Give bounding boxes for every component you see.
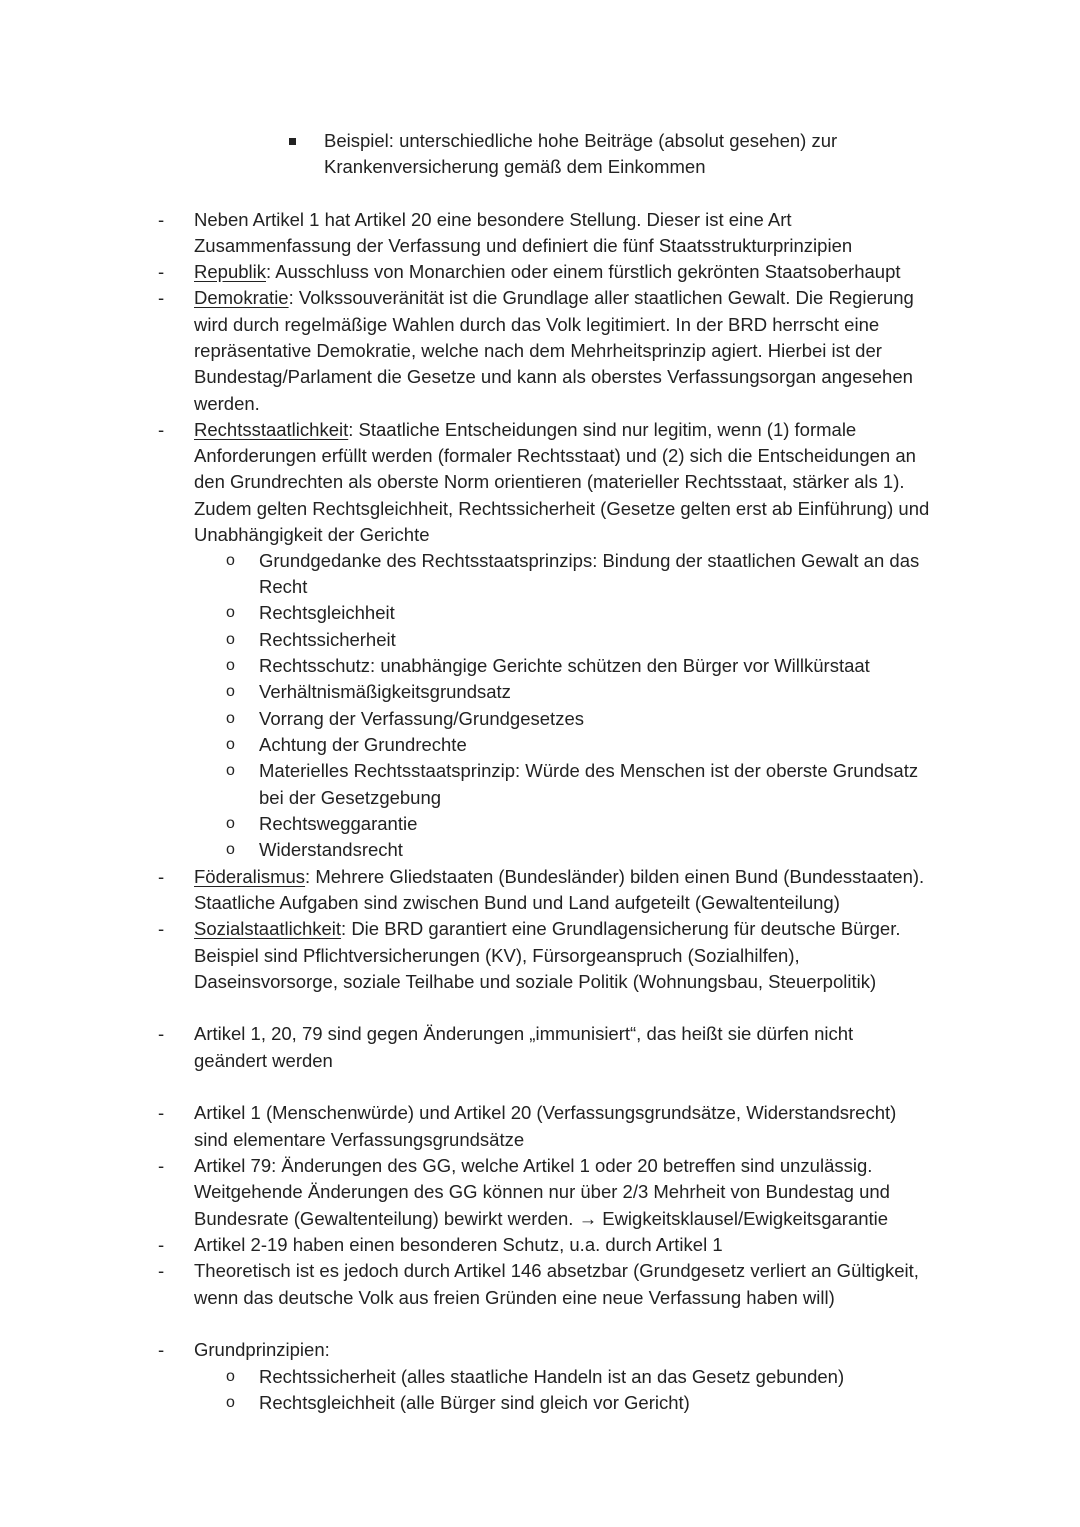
circle-bullet-icon: o [226, 657, 235, 674]
sub-item-grundrechte: Achtung der Grundrechte [259, 734, 467, 755]
dash-bullet-icon: - [158, 209, 165, 230]
rechtsstaat-line-4: Zudem gelten Rechtsgleichheit, Rechtssicherheit (Gesetze gelten erst ab Einführung) und [194, 498, 930, 519]
sub-item-materiell-2: bei der Gesetzgebung [259, 787, 442, 808]
sozialstaat-term: Sozialstaatlichkeit [194, 918, 342, 939]
sub-item-verhaeltnismaessigkeit: Verhältnismäßigkeitsgrundsatz [259, 681, 511, 702]
circle-bullet-icon: o [226, 815, 235, 832]
immunisiert-line-2: geändert werden [194, 1050, 333, 1071]
circle-bullet-icon: o [226, 841, 235, 858]
example-line-1: Beispiel: unterschiedliche hohe Beiträge (absolut gesehen) zur [324, 130, 838, 151]
demokratie-line-4: Bundestag/Parlament die Gesetze und kann als oberstes Verfassungsorgan angesehen [194, 366, 913, 387]
rechtsstaat-line-3: den Grundrechten als oberste Norm orientieren (materieller Rechtsstaat, stärker als 1). [194, 471, 905, 492]
circle-bullet-icon: o [226, 552, 235, 569]
dash-bullet-icon: - [158, 287, 165, 308]
rechtsstaat-line-2: Anforderungen erfüllt werden (formaler Rechtsstaat) und (2) sich die Entscheidungen an [194, 445, 916, 466]
circle-bullet-icon: o [226, 604, 235, 621]
rechtsstaat-text: : Staatliche Entscheidungen sind nur legitim, wenn (1) formale [348, 419, 857, 440]
foederalismus-term: Föderalismus [194, 866, 306, 887]
dash-bullet-icon: - [158, 1234, 165, 1255]
artikel146-line-2: wenn das deutsche Volk aus freien Gründen eine neue Verfassung haben will) [194, 1287, 835, 1308]
demokratie-line-5: werden. [194, 393, 260, 414]
immunisiert-line-1: Artikel 1, 20, 79 sind gegen Änderungen „immunisiert“, das heißt sie dürfen nicht [194, 1023, 854, 1044]
dash-bullet-icon: - [158, 261, 165, 282]
sub-item-rechtsgleichheit: Rechtsgleichheit [259, 602, 395, 623]
grundprinzip-rechtssicherheit: Rechtssicherheit (alles staatliche Handeln ist an das Gesetz gebunden) [259, 1366, 845, 1387]
dash-bullet-icon: - [158, 1339, 165, 1360]
sozialstaat-line-3: Daseinsvorsorge, soziale Teilhabe und soziale Politik (Wohnungsbau, Steuerpolitik) [194, 971, 877, 992]
sozialstaat-line-2: Beispiel sind Pflichtversicherungen (KV), Fürsorgeanspruch (Sozialhilfen), [194, 945, 800, 966]
grundprinzipien-title: Grundprinzipien: [194, 1339, 330, 1360]
foederalismus-text: : Mehrere Gliedstaaten (Bundesländer) bilden einen Bund (Bundesstaaten). [305, 866, 925, 887]
republik-line [194, 259, 901, 285]
sub-item-vorrang: Vorrang der Verfassung/Grundgesetzes [259, 708, 584, 729]
foederalismus-line-1 [194, 864, 924, 890]
demokratie-text: : Volkssouveränität ist die Grundlage aller staatlichen Gewalt. Die Regierung [288, 287, 914, 308]
dash-bullet-icon: - [158, 1102, 165, 1123]
demokratie-line-1 [194, 285, 914, 311]
sozialstaat-text: : Die BRD garantiert eine Grundlagensicherung für deutsche Bürger. [341, 918, 901, 939]
artikel146-line-1: Theoretisch ist es jedoch durch Artikel 146 absetzbar (Grundgesetz verliert an Gültigkeit, [194, 1260, 919, 1281]
dash-bullet-icon: - [158, 866, 165, 887]
dash-bullet-icon: - [158, 1023, 165, 1044]
circle-bullet-icon: o [226, 710, 235, 727]
dash-bullet-icon: - [158, 918, 165, 939]
republik-term: Republik [194, 261, 266, 282]
sozialstaat-line-1 [194, 916, 900, 942]
sub-item-materiell-1: Materielles Rechtsstaatsprinzip: Würde des Menschen ist der oberste Grundsatz [259, 760, 919, 781]
artikel20-intro-line-2: Zusammenfassung der Verfassung und definiert die fünf Staatsstrukturprinzipien [194, 235, 853, 256]
sub-item-grundgedanke-1: Grundgedanke des Rechtsstaatsprinzips: Bindung der staatlichen Gewalt an das [259, 550, 920, 571]
demokratie-line-2: wird durch regelmäßige Wahlen durch das Volk legitimiert. In der BRD herrscht eine [194, 314, 880, 335]
circle-bullet-icon: o [226, 1394, 235, 1411]
artikel79-line-1: Artikel 79: Änderungen des GG, welche Artikel 1 oder 20 betreffen sind unzulässig. [194, 1155, 873, 1176]
demokratie-line-3: repräsentative Demokratie, welche nach dem Mehrheitsprinzip agiert. Hierbei ist der [194, 340, 882, 361]
circle-bullet-icon: o [226, 1368, 235, 1385]
dash-bullet-icon: - [158, 419, 165, 440]
elementar-line-1: Artikel 1 (Menschenwürde) und Artikel 20 (Verfassungsgrundsätze, Widerstandsrecht) [194, 1102, 897, 1123]
example-line-2: Krankenversicherung gemäß dem Einkommen [324, 156, 706, 177]
artikel20-intro-line-1: Neben Artikel 1 hat Artikel 20 eine besondere Stellung. Dieser ist eine Art [194, 209, 792, 230]
circle-bullet-icon: o [226, 683, 235, 700]
sub-item-grundgedanke-2: Recht [259, 576, 308, 597]
rechtsstaat-line-1 [194, 417, 856, 443]
foederalismus-line-2: Staatliche Aufgaben sind zwischen Bund und Land aufgeteilt (Gewaltenteilung) [194, 892, 840, 913]
artikel79-line-3: Bundesrate (Gewaltenteilung) bewirkt werden. → Ewigkeitsklausel/Ewigkeitsgarantie [194, 1208, 889, 1229]
dash-bullet-icon: - [158, 1155, 165, 1176]
artikel2-19-line: Artikel 2-19 haben einen besonderen Schutz, u.a. durch Artikel 1 [194, 1234, 723, 1255]
rechtsstaat-line-5: Unabhängigkeit der Gerichte [194, 524, 430, 545]
dash-bullet-icon: - [158, 1260, 165, 1281]
sub-item-rechtsschutz: Rechtsschutz: unabhängige Gerichte schützen den Bürger vor Willkürstaat [259, 655, 870, 676]
circle-bullet-icon: o [226, 631, 235, 648]
sub-item-rechtssicherheit: Rechtssicherheit [259, 629, 396, 650]
grundprinzip-rechtsgleichheit: Rechtsgleichheit (alle Bürger sind gleich vor Gericht) [259, 1392, 690, 1413]
republik-text: : Ausschluss von Monarchien oder einem fürstlich gekrönten Staatsoberhaupt [266, 261, 901, 282]
elementar-line-2: sind elementare Verfassungsgrundsätze [194, 1129, 525, 1150]
demokratie-term: Demokratie [194, 287, 289, 308]
artikel79-line-2: Weitgehende Änderungen des GG können nur über 2/3 Mehrheit von Bundestag und [194, 1181, 890, 1202]
rechtsstaat-term: Rechtsstaatlichkeit [194, 419, 349, 440]
sub-item-widerstandsrecht: Widerstandsrecht [259, 839, 403, 860]
circle-bullet-icon: o [226, 762, 235, 779]
sub-item-rechtsweggarantie: Rechtsweggarantie [259, 813, 418, 834]
circle-bullet-icon: o [226, 736, 235, 753]
